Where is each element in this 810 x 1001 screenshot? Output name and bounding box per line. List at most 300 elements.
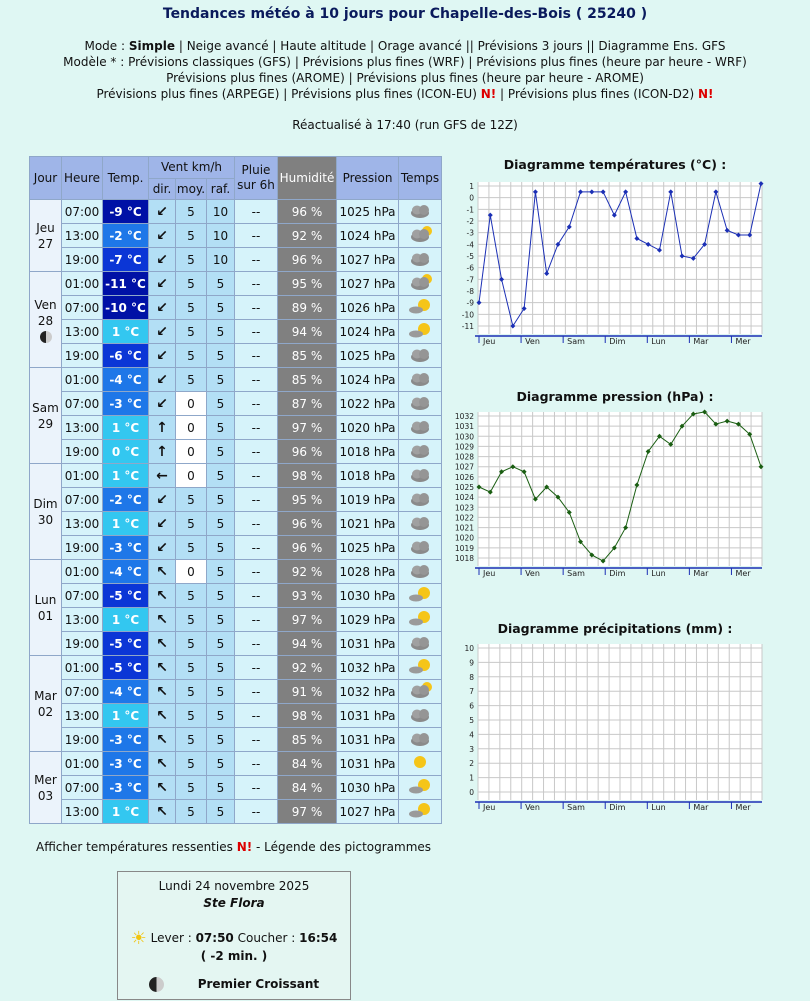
pressure-cell: 1030 hPa: [337, 776, 399, 800]
y-tick-label: 5: [469, 716, 474, 725]
y-tick-label: 1: [469, 773, 474, 783]
wind-gust-cell: 5: [207, 392, 235, 416]
x-tick-label: Lun: [651, 803, 666, 812]
temp-cell: -3 °C: [103, 728, 149, 752]
y-tick-label: -2: [466, 217, 474, 226]
humidity-cell: 85 %: [278, 344, 337, 368]
rain-cell: --: [235, 416, 278, 440]
y-tick-label: 1019: [455, 543, 474, 553]
x-tick-label: Mar: [693, 803, 709, 812]
pressure-cell: 1020 hPa: [337, 416, 399, 440]
temp-cell: -2 °C: [103, 488, 149, 512]
wind-gust-cell: 5: [207, 368, 235, 392]
y-tick-label: -4: [466, 240, 474, 250]
pressure-cell: 1031 hPa: [337, 704, 399, 728]
wind-gust-cell: 5: [207, 752, 235, 776]
y-tick-label: 1: [469, 182, 474, 191]
y-tick-label: 0: [469, 788, 474, 797]
forecast-row: [30, 464, 442, 488]
wind-gust-cell: 5: [207, 800, 235, 824]
y-tick-label: 1027: [455, 462, 474, 472]
sunset-time: 16:54: [299, 931, 338, 945]
humidity-cell: 84 %: [278, 752, 337, 776]
rain-cell: --: [235, 752, 278, 776]
day-name: Jeu: [36, 220, 55, 235]
x-tick-label: Ven: [525, 803, 540, 812]
forecast-row: [30, 344, 442, 368]
wind-avg-cell: 5: [176, 320, 207, 344]
forecast-row: [30, 704, 442, 728]
temp-cell: -3 °C: [103, 392, 149, 416]
day-cell: [30, 656, 62, 752]
weather-icon-suncloud: [399, 680, 442, 704]
x-tick-label: Dim: [609, 803, 626, 812]
temp-cell: -3 °C: [103, 776, 149, 800]
wind-gust-cell: 5: [207, 272, 235, 296]
header-moy: moy.: [176, 178, 207, 200]
forecast-row: [30, 560, 442, 584]
y-tick-label: 0: [469, 193, 474, 203]
forecast-row: [30, 296, 442, 320]
day-name: Mer: [34, 772, 57, 787]
x-tick-label: Jeu: [483, 569, 496, 578]
wind-direction-icon: ↑: [149, 440, 176, 464]
rain-cell: --: [235, 536, 278, 560]
y-tick-label: -7: [466, 275, 474, 285]
wind-gust-cell: 5: [207, 584, 235, 608]
x-tick-label: Sam: [567, 803, 585, 812]
forecast-row: [30, 200, 442, 224]
temp-cell: 1 °C: [103, 800, 149, 824]
day-number: 01: [37, 608, 54, 623]
rain-cell: --: [235, 512, 278, 536]
day-name: Mar: [34, 688, 57, 703]
rain-cell: --: [235, 728, 278, 752]
y-tick-label: 1021: [455, 523, 474, 533]
pressure-cell: 1030 hPa: [337, 584, 399, 608]
wind-avg-cell: 5: [176, 200, 207, 224]
day-name: Lun: [34, 592, 57, 607]
y-tick-label: -10: [461, 310, 474, 320]
weather-icon-suncloud: [399, 224, 442, 248]
day-cell: [30, 368, 62, 464]
header-temps: Temps: [399, 157, 442, 200]
humidity-cell: 94 %: [278, 320, 337, 344]
rain-cell: --: [235, 296, 278, 320]
forecast-row: [30, 368, 442, 392]
weather-icon-cloud: [399, 536, 442, 560]
humidity-cell: 93 %: [278, 584, 337, 608]
rain-cell: --: [235, 608, 278, 632]
temp-cell: -11 °C: [103, 272, 149, 296]
weather-icon-cloud: [399, 416, 442, 440]
mode-orage-link[interactable]: Orage avancé: [377, 39, 462, 53]
rain-cell: --: [235, 320, 278, 344]
x-tick-label: Mar: [693, 337, 709, 346]
temp-cell: -5 °C: [103, 632, 149, 656]
y-tick-label: -3: [466, 228, 474, 238]
pressure-cell: 1032 hPa: [337, 656, 399, 680]
temp-cell: 1 °C: [103, 704, 149, 728]
x-tick-label: Dim: [609, 337, 626, 346]
header-jour: Jour: [30, 157, 62, 200]
hour-cell: 01:00: [62, 464, 103, 488]
temp-cell: -7 °C: [103, 248, 149, 272]
y-tick-label: 1025: [455, 483, 474, 492]
wind-avg-cell: 5: [176, 224, 207, 248]
pressure-cell: 1031 hPa: [337, 728, 399, 752]
forecast-row: [30, 512, 442, 536]
wind-direction-icon: ↖: [149, 656, 176, 680]
wind-gust-cell: 5: [207, 560, 235, 584]
hour-cell: 07:00: [62, 392, 103, 416]
temp-cell: 1 °C: [103, 608, 149, 632]
rain-cell: --: [235, 656, 278, 680]
wind-direction-icon: ↙: [149, 344, 176, 368]
rain-cell: --: [235, 440, 278, 464]
model-icon-d2-link[interactable]: Prévisions plus fines (ICON-D2): [507, 87, 695, 101]
wind-direction-icon: ↙: [149, 536, 176, 560]
forecast-row: [30, 248, 442, 272]
wind-direction-icon: ↙: [149, 368, 176, 392]
x-tick-label: Sam: [567, 569, 585, 578]
y-tick-label: 1022: [455, 513, 474, 523]
y-tick-label: 9: [469, 658, 474, 668]
y-tick-label: 1026: [455, 472, 474, 482]
wind-avg-cell: 5: [176, 296, 207, 320]
wind-gust-cell: 10: [207, 200, 235, 224]
wind-direction-icon: ↑: [149, 416, 176, 440]
model-arome-hourly-link[interactable]: Prévisions plus fines (heure par heure - AROME): [356, 71, 644, 85]
wind-direction-icon: ↙: [149, 488, 176, 512]
humidity-cell: 92 %: [278, 656, 337, 680]
forecast-row: [30, 680, 442, 704]
forecast-row: [30, 776, 442, 800]
hour-cell: 07:00: [62, 488, 103, 512]
humidity-cell: 94 %: [278, 632, 337, 656]
wind-avg-cell: 5: [176, 752, 207, 776]
x-tick-label: Lun: [651, 337, 666, 346]
x-tick-label: Mer: [735, 803, 751, 812]
y-tick-label: 2: [469, 759, 474, 769]
weather-icon-cloud: [399, 200, 442, 224]
x-tick-label: Ven: [525, 569, 540, 578]
rain-cell: --: [235, 200, 278, 224]
hour-cell: 01:00: [62, 752, 103, 776]
pressure-cell: 1025 hPa: [337, 200, 399, 224]
wind-direction-icon: ↙: [149, 512, 176, 536]
weather-icon-cloud: [399, 560, 442, 584]
day-cell: [30, 464, 62, 560]
feels-like-link[interactable]: Afficher températures ressenties: [36, 840, 233, 854]
pressure-cell: 1028 hPa: [337, 560, 399, 584]
humidity-cell: 96 %: [278, 440, 337, 464]
humidity-cell: 91 %: [278, 680, 337, 704]
wind-direction-icon: ↖: [149, 800, 176, 824]
model-label: Modèle * :: [63, 55, 125, 69]
hour-cell: 13:00: [62, 512, 103, 536]
y-tick-label: 1032: [455, 412, 474, 421]
wind-gust-cell: 5: [207, 680, 235, 704]
weather-icon-cloud: [399, 728, 442, 752]
temp-cell: 1 °C: [103, 320, 149, 344]
forecast-row: [30, 656, 442, 680]
hour-cell: 13:00: [62, 416, 103, 440]
temp-cell: -3 °C: [103, 536, 149, 560]
wind-avg-cell: 5: [176, 704, 207, 728]
wind-avg-cell: 0: [176, 440, 207, 464]
rain-cell: --: [235, 776, 278, 800]
temp-cell: -6 °C: [103, 344, 149, 368]
humidity-cell: 97 %: [278, 608, 337, 632]
wind-avg-cell: 5: [176, 536, 207, 560]
header-pression: Pression: [337, 157, 399, 200]
day-number: 27: [37, 236, 54, 251]
new-badge: N!: [236, 840, 253, 854]
wind-direction-icon: ↙: [149, 224, 176, 248]
wind-gust-cell: 5: [207, 776, 235, 800]
weather-icon-clearsun: [399, 752, 442, 776]
temp-chart: [455, 174, 775, 384]
wind-gust-cell: 5: [207, 416, 235, 440]
mode-label: Mode :: [84, 39, 126, 53]
day-name: Ven: [34, 297, 57, 312]
y-tick-label: 7: [469, 687, 474, 697]
wind-avg-cell: 5: [176, 584, 207, 608]
forecast-row: [30, 800, 442, 824]
wind-direction-icon: ↖: [149, 680, 176, 704]
temp-cell: -10 °C: [103, 296, 149, 320]
model-icon-eu-link[interactable]: Prévisions plus fines (ICON-EU): [291, 87, 477, 101]
model-wrf-link[interactable]: Prévisions plus fines (WRF): [302, 55, 465, 69]
mode-links: Mode : Simple | Neige avancé | Haute altitude | Orage avancé || Prévisions 3 jours || Diagramme Ens. GFS Modèle * : Prévisions classiques (GFS) | Prévisions plus fines (WRF) | Prévisions plus fines (heure par heure - WRF) Prévisions plus fines (AROME) | Prévisions plus fines (heure par heure - AROME) Prévisions plus fines (ARPEGE) | Prévisions plus fines (ICON-EU) N! | Prévisions plus fines (ICON-D2) N!: [63, 39, 747, 101]
wind-direction-icon: ↖: [149, 608, 176, 632]
pressure-cell: 1022 hPa: [337, 392, 399, 416]
humidity-cell: 96 %: [278, 200, 337, 224]
x-tick-label: Mer: [735, 569, 751, 578]
y-tick-label: -8: [466, 287, 474, 296]
humidity-cell: 95 %: [278, 272, 337, 296]
pressure-cell: 1029 hPa: [337, 608, 399, 632]
humidity-cell: 89 %: [278, 296, 337, 320]
temp-cell: 1 °C: [103, 416, 149, 440]
rain-cell: --: [235, 272, 278, 296]
wind-gust-cell: 5: [207, 344, 235, 368]
wind-avg-cell: 5: [176, 272, 207, 296]
wind-gust-cell: 5: [207, 656, 235, 680]
header-pluie: Pluie sur 6h: [235, 157, 278, 200]
pressure-cell: 1025 hPa: [337, 536, 399, 560]
temp-cell: -3 °C: [103, 752, 149, 776]
weather-icon-cloud: [399, 368, 442, 392]
sun-date: Lundi 24 novembre 2025: [158, 879, 310, 893]
wind-direction-icon: ↖: [149, 704, 176, 728]
day-cell: [30, 272, 62, 368]
pressure-cell: 1024 hPa: [337, 224, 399, 248]
forecast-row: [30, 632, 442, 656]
rain-cell: --: [235, 680, 278, 704]
wind-gust-cell: 5: [207, 608, 235, 632]
pressure-cell: 1024 hPa: [337, 320, 399, 344]
forecast-row: [30, 728, 442, 752]
x-tick-label: Jeu: [483, 803, 496, 812]
mode-neige-link[interactable]: Neige avancé: [186, 39, 269, 53]
wind-avg-cell: 5: [176, 248, 207, 272]
y-tick-label: -11: [461, 322, 474, 331]
hour-cell: 19:00: [62, 248, 103, 272]
rain-cell: --: [235, 488, 278, 512]
model-wrf-hourly-link[interactable]: Prévisions plus fines (heure par heure - WRF): [476, 55, 747, 69]
wind-direction-icon: ↙: [149, 272, 176, 296]
header-heure: Heure: [62, 157, 103, 200]
wind-gust-cell: 5: [207, 464, 235, 488]
forecast-row: [30, 584, 442, 608]
weather-icon-cloud: [399, 512, 442, 536]
day-name: Sam: [32, 400, 59, 415]
hour-cell: 07:00: [62, 776, 103, 800]
wind-avg-cell: 0: [176, 560, 207, 584]
day-cell: [30, 560, 62, 656]
y-tick-label: 1031: [455, 422, 474, 432]
wind-direction-icon: ↙: [149, 296, 176, 320]
wind-avg-cell: 5: [176, 728, 207, 752]
day-number: 03: [37, 788, 54, 803]
weather-icon-sun: [399, 584, 442, 608]
pictogram-legend-link[interactable]: Légende des pictogrammes: [264, 840, 432, 854]
hour-cell: 13:00: [62, 224, 103, 248]
wind-direction-icon: ↖: [149, 632, 176, 656]
weather-icon-cloud: [399, 488, 442, 512]
moon-phase-label: Premier Croissant: [197, 977, 320, 991]
pressure-cell: 1031 hPa: [337, 752, 399, 776]
pressure-cell: 1019 hPa: [337, 488, 399, 512]
humidity-cell: 84 %: [278, 776, 337, 800]
forecast-table: [29, 156, 442, 824]
temp-cell: 1 °C: [103, 512, 149, 536]
precip-chart: [455, 638, 775, 823]
wind-avg-cell: 5: [176, 512, 207, 536]
forecast-row: [30, 320, 442, 344]
y-tick-label: 3: [469, 744, 474, 754]
day-name: Dim: [33, 496, 58, 511]
y-tick-label: 1028: [455, 452, 474, 462]
y-tick-label: 1029: [455, 442, 474, 452]
forecast-row: [30, 224, 442, 248]
weather-icon-cloud: [399, 440, 442, 464]
wind-avg-cell: 5: [176, 488, 207, 512]
hour-cell: 01:00: [62, 560, 103, 584]
day-length-diff: ( -2 min. ): [200, 949, 268, 963]
rain-cell: --: [235, 368, 278, 392]
mode-haute-link[interactable]: Haute altitude: [280, 39, 367, 53]
model-arome-link[interactable]: Prévisions plus fines (AROME): [166, 71, 345, 85]
forecast-row: [30, 416, 442, 440]
temp-cell: -9 °C: [103, 200, 149, 224]
mode-prev3-link[interactable]: Prévisions 3 jours: [477, 39, 583, 53]
weather-icon-suncloud: [399, 272, 442, 296]
weather-icon-sun: [399, 296, 442, 320]
new-badge: N!: [698, 87, 714, 101]
wind-gust-cell: 5: [207, 440, 235, 464]
humidity-cell: 92 %: [278, 560, 337, 584]
header-humidite: Humidité: [278, 157, 337, 200]
wind-gust-cell: 5: [207, 728, 235, 752]
y-tick-label: 10: [464, 644, 474, 653]
model-gfs-link[interactable]: Prévisions classiques (GFS): [128, 55, 291, 69]
wind-direction-icon: ↖: [149, 584, 176, 608]
temp-chart-title: Diagramme températures (°C) :: [503, 157, 727, 172]
pressure-cell: 1018 hPa: [337, 440, 399, 464]
hour-cell: 19:00: [62, 344, 103, 368]
humidity-cell: 95 %: [278, 488, 337, 512]
temp-cell: -4 °C: [103, 680, 149, 704]
wind-avg-cell: 5: [176, 800, 207, 824]
wind-direction-icon: ←: [149, 464, 176, 488]
humidity-cell: 85 %: [278, 368, 337, 392]
humidity-cell: 87 %: [278, 392, 337, 416]
rain-cell: --: [235, 464, 278, 488]
forecast-row: [30, 488, 442, 512]
mode-ens-link[interactable]: Diagramme Ens. GFS: [598, 39, 726, 53]
x-tick-label: Mar: [693, 569, 709, 578]
temp-cell: -5 °C: [103, 656, 149, 680]
y-tick-label: 6: [469, 701, 474, 711]
hour-cell: 19:00: [62, 632, 103, 656]
sunrise-time: 07:50: [195, 931, 234, 945]
humidity-cell: 96 %: [278, 512, 337, 536]
wind-gust-cell: 5: [207, 632, 235, 656]
y-tick-label: -1: [466, 205, 474, 215]
pressure-chart-title: Diagramme pression (hPa) :: [516, 389, 714, 404]
wind-gust-cell: 5: [207, 512, 235, 536]
moon-phase-icon: [149, 977, 164, 992]
saint-name: Ste Flora: [203, 896, 265, 910]
pressure-cell: 1031 hPa: [337, 632, 399, 656]
forecast-row: [30, 536, 442, 560]
weather-icon-cloud: [399, 392, 442, 416]
hour-cell: 19:00: [62, 728, 103, 752]
temp-cell: -4 °C: [103, 560, 149, 584]
wind-gust-cell: 5: [207, 296, 235, 320]
wind-avg-cell: 5: [176, 344, 207, 368]
weather-icon-cloud: [399, 704, 442, 728]
hour-cell: 01:00: [62, 368, 103, 392]
wind-avg-cell: 0: [176, 416, 207, 440]
header-raf: raf.: [207, 178, 235, 200]
humidity-cell: 85 %: [278, 728, 337, 752]
mode-simple-link[interactable]: Simple: [128, 39, 175, 53]
pressure-cell: 1032 hPa: [337, 680, 399, 704]
model-arpege-link[interactable]: Prévisions plus fines (ARPEGE): [96, 87, 280, 101]
temp-cell: -2 °C: [103, 224, 149, 248]
header-dir: dir.: [149, 178, 176, 200]
pressure-chart: [455, 406, 775, 596]
wind-direction-icon: ↖: [149, 560, 176, 584]
wind-avg-cell: 0: [176, 392, 207, 416]
wind-avg-cell: 5: [176, 608, 207, 632]
pressure-cell: 1027 hPa: [337, 800, 399, 824]
day-number: 30: [37, 512, 54, 527]
rain-cell: --: [235, 392, 278, 416]
hour-cell: 13:00: [62, 704, 103, 728]
rain-cell: --: [235, 224, 278, 248]
forecast-row: [30, 272, 442, 296]
wind-direction-icon: ↙: [149, 248, 176, 272]
rain-cell: --: [235, 800, 278, 824]
humidity-cell: 97 %: [278, 416, 337, 440]
x-tick-label: Ven: [525, 337, 540, 346]
wind-gust-cell: 5: [207, 704, 235, 728]
